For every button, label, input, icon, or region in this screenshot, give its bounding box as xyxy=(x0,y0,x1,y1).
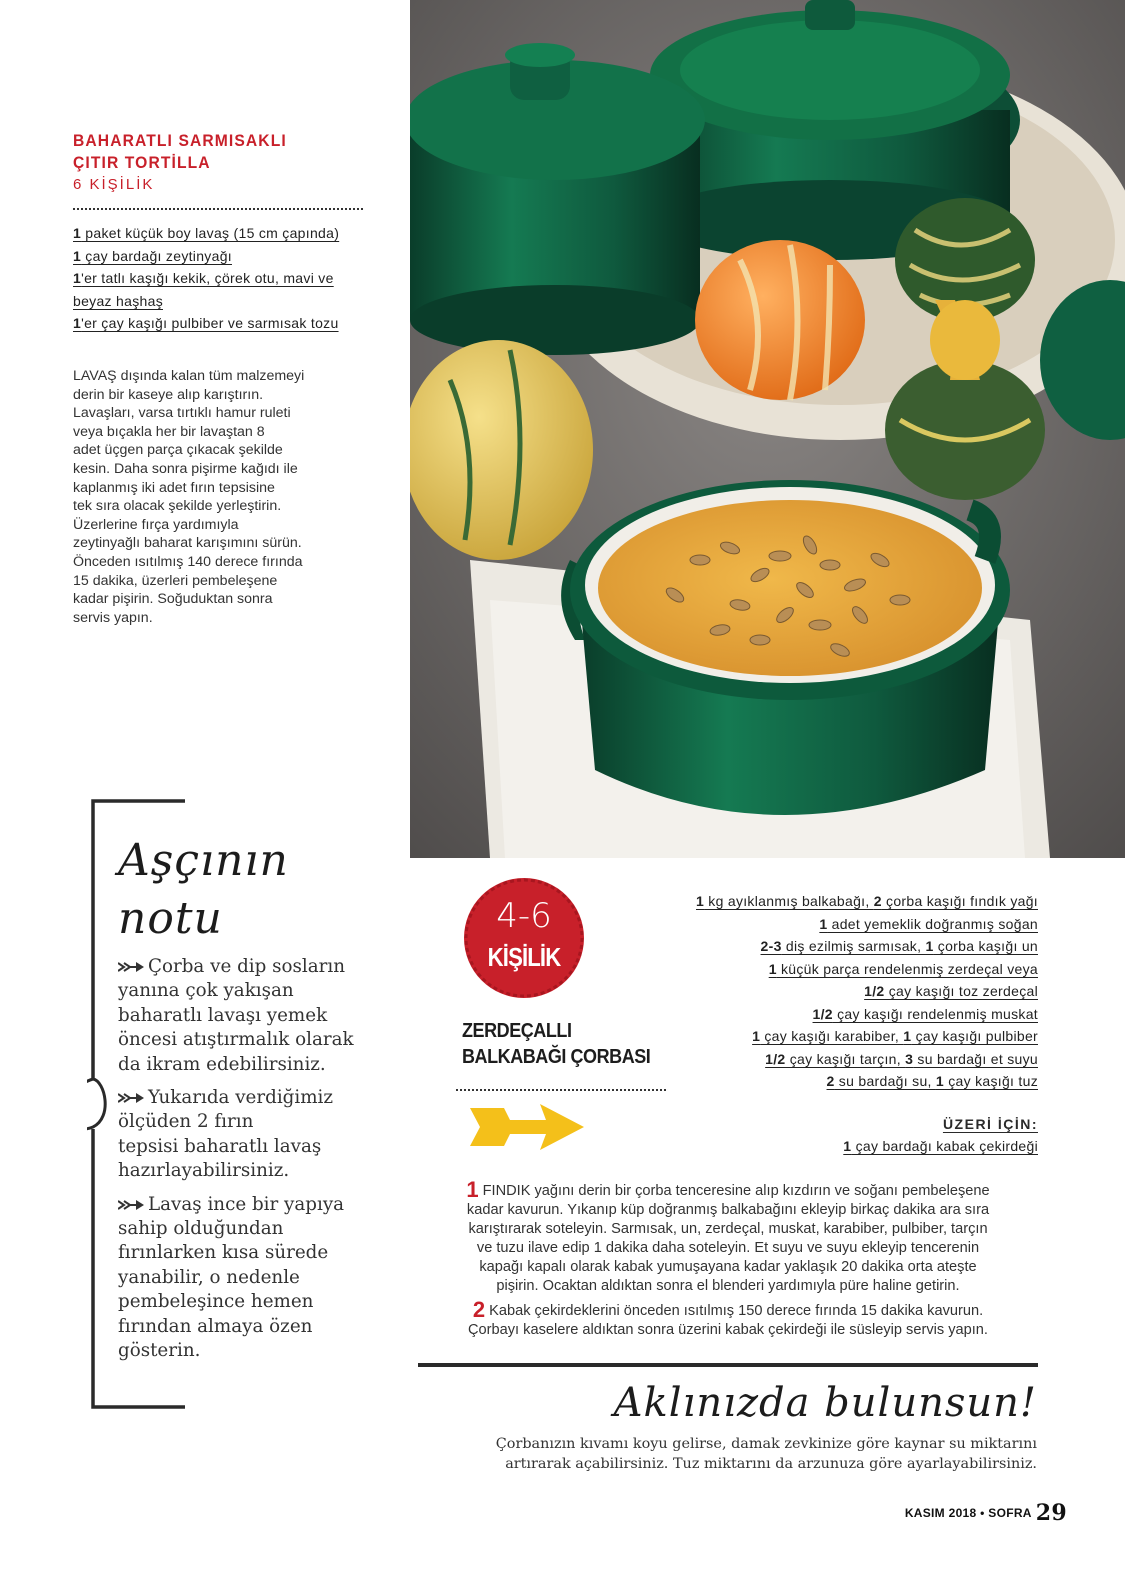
ingredient-text: çay bardağı zeytinyağı xyxy=(81,247,232,264)
chef-note-line xyxy=(118,1053,378,1077)
chef-note-line xyxy=(118,1266,378,1290)
ingredient-text: kg ayıklanmış balkabağı, xyxy=(704,893,874,909)
soup-dotted-divider xyxy=(456,1089,666,1091)
chef-note-item xyxy=(118,1193,378,1364)
chef-note-line xyxy=(118,1028,378,1052)
ingredient-line xyxy=(696,890,1038,913)
soup-title xyxy=(462,1018,650,1070)
soup-title-line1: ZERDEÇALLI xyxy=(462,1020,572,1042)
chef-note-title-line1: Aşçının xyxy=(118,835,289,886)
servings-stamp-text xyxy=(462,876,586,1000)
bullet-arrow-icon xyxy=(118,1194,148,1215)
chef-note-line xyxy=(118,1193,378,1217)
soup-title-line2: BALKABAĞI ÇORBASI xyxy=(462,1046,651,1068)
ingredient-text-wrap xyxy=(752,1028,1038,1044)
chef-note-text: da ikram edebilirsiniz. xyxy=(118,1053,326,1075)
soup-photo xyxy=(410,0,1125,858)
ingredient-line xyxy=(73,290,373,313)
chef-note-text: Yukarıda verdiğimiz xyxy=(148,1087,334,1109)
direction-line: veya bıçakla her bir lavaştan 8 xyxy=(73,423,265,440)
step2-line: Çorbayı kaselere aldıktan sonra üzerini kabak çekirdeği ile süsleyip servis yapın. xyxy=(468,1322,988,1338)
ingredient-text: beyaz haşhaş xyxy=(73,292,163,309)
ingredient-qty: 1 xyxy=(935,1073,945,1089)
ingredient-line xyxy=(696,913,1038,936)
chef-note-text: gösterin. xyxy=(118,1340,201,1362)
ingredient-qty: 1/2 xyxy=(812,1005,833,1022)
chef-note-text: pembeleşince hemen xyxy=(118,1291,314,1313)
ingredient-line xyxy=(73,222,373,245)
ingredient-text: küçük parça rendelenmiş zerdeçal veya xyxy=(776,960,1038,977)
ingredient-qty: 1 xyxy=(73,247,82,264)
ingredient-text: çay kaşığı tuz xyxy=(944,1073,1038,1089)
chef-note-line xyxy=(118,1135,378,1159)
ingredient-text: çay kaşığı pulbiber xyxy=(911,1028,1038,1044)
ingredient-qty: 2 xyxy=(873,893,882,909)
ingredient-qty: 1/2 xyxy=(864,983,885,999)
ingredient-line xyxy=(73,312,373,335)
ingredient-qty: 2-3 xyxy=(760,938,782,954)
ingredient-qty: 1 xyxy=(696,893,705,909)
soup-ingredients-list xyxy=(696,890,1038,1093)
chef-note-line xyxy=(118,955,378,979)
topping-ingredient xyxy=(843,1135,1038,1158)
chef-note-text: Lavaş ince bir yapıya xyxy=(148,1193,345,1215)
direction-line: kadar pişirin. Soğuduktan sonra xyxy=(73,591,273,608)
ingredient-line xyxy=(696,958,1038,981)
dotted-divider xyxy=(73,208,363,210)
direction-line: 15 dakika, üzerleri pembeleşene xyxy=(73,572,278,589)
ingredient-text: su bardağı su, xyxy=(834,1073,936,1089)
chef-note-line xyxy=(118,979,378,1003)
chef-note-items xyxy=(118,955,378,1364)
chef-note-line xyxy=(118,1004,378,1028)
ingredient-text: diş ezilmiş sarmısak, xyxy=(781,938,926,954)
stamp-number: 4-6 xyxy=(496,896,552,936)
direction-line: adet üçgen parça çıkacak şekilde xyxy=(73,442,283,459)
ingredient-text-wrap xyxy=(696,893,1038,909)
topping-title: ÜZERİ İÇİN: xyxy=(942,1116,1038,1132)
chef-note-text: fırınlarken kısa sürede xyxy=(118,1242,329,1264)
ingredient-text-wrap xyxy=(813,1006,1038,1022)
ingredient-text: çay kaşığı toz zerdeçal xyxy=(884,983,1038,999)
left-recipe-header xyxy=(73,130,373,195)
tip-title: Aklınızda bulunsun! xyxy=(613,1380,1037,1426)
chef-note-item xyxy=(118,1086,378,1184)
chef-note-line xyxy=(118,1241,378,1265)
ingredient-line xyxy=(73,245,373,268)
ingredient-line xyxy=(73,267,373,290)
ingredient-text-wrap xyxy=(73,315,339,331)
ingredient-qty: 1 xyxy=(73,270,82,286)
recipe-title-line2: ÇITIR TORTİLLA xyxy=(73,153,211,172)
step2-line: Kabak çekirdeklerini önceden ısıtılmış 150 derece fırında 15 dakika kavurun. xyxy=(489,1303,984,1319)
soup-photo-illustration xyxy=(410,0,1125,858)
direction-line: zeytinyağlı baharat karışımını sürün. xyxy=(73,535,302,552)
chef-note-text: ölçüden 2 fırın xyxy=(118,1111,254,1133)
tip-line: artırarak açabilirsiniz. Tuz miktarını da arzunuza göre ayarlayabilirsiniz. xyxy=(505,1455,1037,1472)
chef-note-line xyxy=(118,1315,378,1339)
stamp-label: KİŞİLİK xyxy=(487,942,561,972)
ingredient-line xyxy=(696,1048,1038,1071)
direction-line: kaplanmış iki adet fırın tepsisine xyxy=(73,479,275,496)
ingredient-text: su bardağı et suyu xyxy=(913,1050,1038,1067)
chef-note-text: sahip olduğundan xyxy=(118,1218,284,1240)
ingredient-qty: 1 xyxy=(768,960,777,977)
ingredient-line xyxy=(696,1070,1038,1093)
step1-line: karıştırarak soteleyin. Sarmısak, un, zerdeçal, muskat, karabiber, pulbiber, tarçın xyxy=(468,1221,988,1237)
ingredient-line xyxy=(696,935,1038,958)
direction-line: derin bir kaseye alıp karıştırın. xyxy=(73,386,264,403)
ingredient-line xyxy=(696,1003,1038,1026)
chef-note-item xyxy=(118,955,378,1077)
ingredient-qty: 3 xyxy=(905,1050,914,1067)
direction-line: Üzerlerine fırça yardımıyla xyxy=(73,516,239,533)
tip-line: Çorbanızın kıvamı koyu gelirse, damak zevkinize göre kaynar su miktarını xyxy=(495,1436,1037,1452)
chef-note-line xyxy=(118,1290,378,1314)
topping-block xyxy=(843,1116,1038,1158)
ingredient-text: çay kaşığı rendelenmiş muskat xyxy=(832,1005,1038,1022)
tip-text xyxy=(417,1435,1037,1474)
step1-first-line xyxy=(418,1177,1038,1202)
direction-line: LAVAŞ dışında kalan tüm malzemeyi xyxy=(73,368,305,384)
step1-line: kadar kavurun. Yıkanıp küp doğranmış balkabağını ekleyip birkaç dakika ara sıra xyxy=(466,1202,990,1218)
direction-line: servis yapın. xyxy=(73,609,153,626)
chef-note-text: yanabilir, o nedenle xyxy=(118,1266,300,1288)
ingredient-text-wrap xyxy=(73,270,334,286)
direction-line: Önceden ısıtılmış 140 derece fırında xyxy=(73,553,303,570)
chef-note-title-line2: notu xyxy=(118,893,223,944)
ingredient-text: çay kaşığı karabiber, xyxy=(760,1028,904,1044)
step1-line: kapağı kapalı olarak kabak yumuşayana kadar yaklaşık 20 dakika orta ateşte xyxy=(479,1259,977,1275)
chef-note-text: yanına çok yakışan xyxy=(118,980,294,1002)
ingredient-qty: 1/2 xyxy=(765,1050,786,1067)
soup-step-1 xyxy=(418,1177,1038,1296)
ingredient-text: paket küçük boy lavaş (15 cm çapında) xyxy=(81,225,340,241)
footer-issue: KASIM 2018 • SOFRA xyxy=(904,1506,1032,1520)
step1-line: pişirin. Ocaktan aldıktan sonra el blenderi yardımıyla püre haline getirin. xyxy=(496,1278,960,1294)
chef-note-text: baharatlı lavaşı yemek xyxy=(118,1004,328,1026)
ingredient-qty: 1 xyxy=(925,938,934,954)
page-footer xyxy=(905,1500,1067,1526)
yellow-arrow-icon xyxy=(470,1104,584,1150)
ingredient-qty: 1 xyxy=(73,225,82,241)
ingredient-qty: 1 xyxy=(903,1028,912,1044)
direction-line: Lavaşları, varsa tırtıklı hamur ruleti xyxy=(73,405,291,422)
ingredient-text: çorba kaşığı fındık yağı xyxy=(881,893,1038,909)
ingredient-qty: 2 xyxy=(826,1073,835,1089)
ingredient-text-wrap xyxy=(769,961,1038,977)
step2-number: 2 xyxy=(472,1297,486,1322)
direction-line: kesin. Daha sonra pişirme kağıdı ile xyxy=(73,460,298,477)
step1-number: 1 xyxy=(466,1177,479,1202)
chef-note-line xyxy=(118,1159,378,1183)
ingredient-text-wrap xyxy=(843,1138,1038,1154)
ingredient-qty: 1 xyxy=(819,915,828,932)
ingredient-text-wrap xyxy=(761,938,1038,954)
ingredient-text-wrap xyxy=(73,225,339,241)
chef-note-text: tepsisi baharatlı lavaş xyxy=(118,1135,322,1157)
bullet-arrow-icon xyxy=(118,1087,148,1108)
chef-note-line xyxy=(118,1217,378,1241)
ingredient-qty: 1 xyxy=(752,1028,761,1044)
direction-line: tek sıra olacak şekilde yerleştirin. xyxy=(73,498,282,515)
soup-step-2 xyxy=(418,1297,1038,1340)
chef-note-text: öncesi atıştırmalık olarak xyxy=(118,1029,354,1051)
page-number: 29 xyxy=(1035,1500,1067,1526)
ingredient-qty: 1 xyxy=(843,1138,852,1154)
ingredient-text: 'er tatlı kaşığı kekik, çörek otu, mavi ve xyxy=(81,270,334,286)
ingredient-text: çay kaşığı tarçın, xyxy=(785,1050,906,1067)
chef-note-line xyxy=(118,1339,378,1363)
step1-line: FINDIK yağını derin bir çorba tenceresine alıp kızdırın ve soğanı pembeleşene xyxy=(482,1183,990,1199)
ingredient-text-wrap xyxy=(73,293,163,309)
ingredient-text-wrap xyxy=(73,248,232,264)
step1-line: ve tuzu ilave edip 1 dakika daha soteleyin. Et suyu ve suyu ekleyip tencerenin xyxy=(476,1240,980,1256)
left-ingredients-list xyxy=(73,222,373,335)
ingredient-text: adet yemeklik doğranmış soğan xyxy=(827,915,1038,932)
ingredient-text-wrap xyxy=(819,916,1038,932)
chef-note-line xyxy=(118,1110,378,1134)
ingredient-line xyxy=(696,980,1038,1003)
ingredient-text-wrap xyxy=(765,1051,1038,1067)
step2-first-line xyxy=(418,1297,1038,1322)
recipe-title-line1: BAHARATLI SARMISAKLI xyxy=(73,131,287,150)
bullet-arrow-icon xyxy=(118,956,148,977)
chef-note-text: Çorba ve dip sosların xyxy=(148,956,346,977)
chef-note-line xyxy=(118,1086,378,1110)
ingredient-text: 'er çay kaşığı pulbiber ve sarmısak tozu xyxy=(81,315,339,331)
ingredient-text-wrap xyxy=(864,983,1038,999)
ingredient-text-wrap xyxy=(827,1073,1038,1089)
ingredient-qty: 1 xyxy=(73,315,82,331)
ingredient-text: çorba kaşığı un xyxy=(933,938,1038,954)
left-directions xyxy=(73,367,373,627)
bottom-divider xyxy=(418,1363,1038,1367)
recipe-servings: 6 KİŞİLİK xyxy=(73,176,155,193)
chef-note-title xyxy=(118,835,289,945)
ingredient-text: çay bardağı kabak çekirdeği xyxy=(851,1138,1038,1154)
chef-note-text: fırından almaya özen xyxy=(118,1315,313,1337)
chef-note-text: hazırlayabilirsiniz. xyxy=(118,1160,290,1182)
ingredient-line xyxy=(696,1025,1038,1048)
